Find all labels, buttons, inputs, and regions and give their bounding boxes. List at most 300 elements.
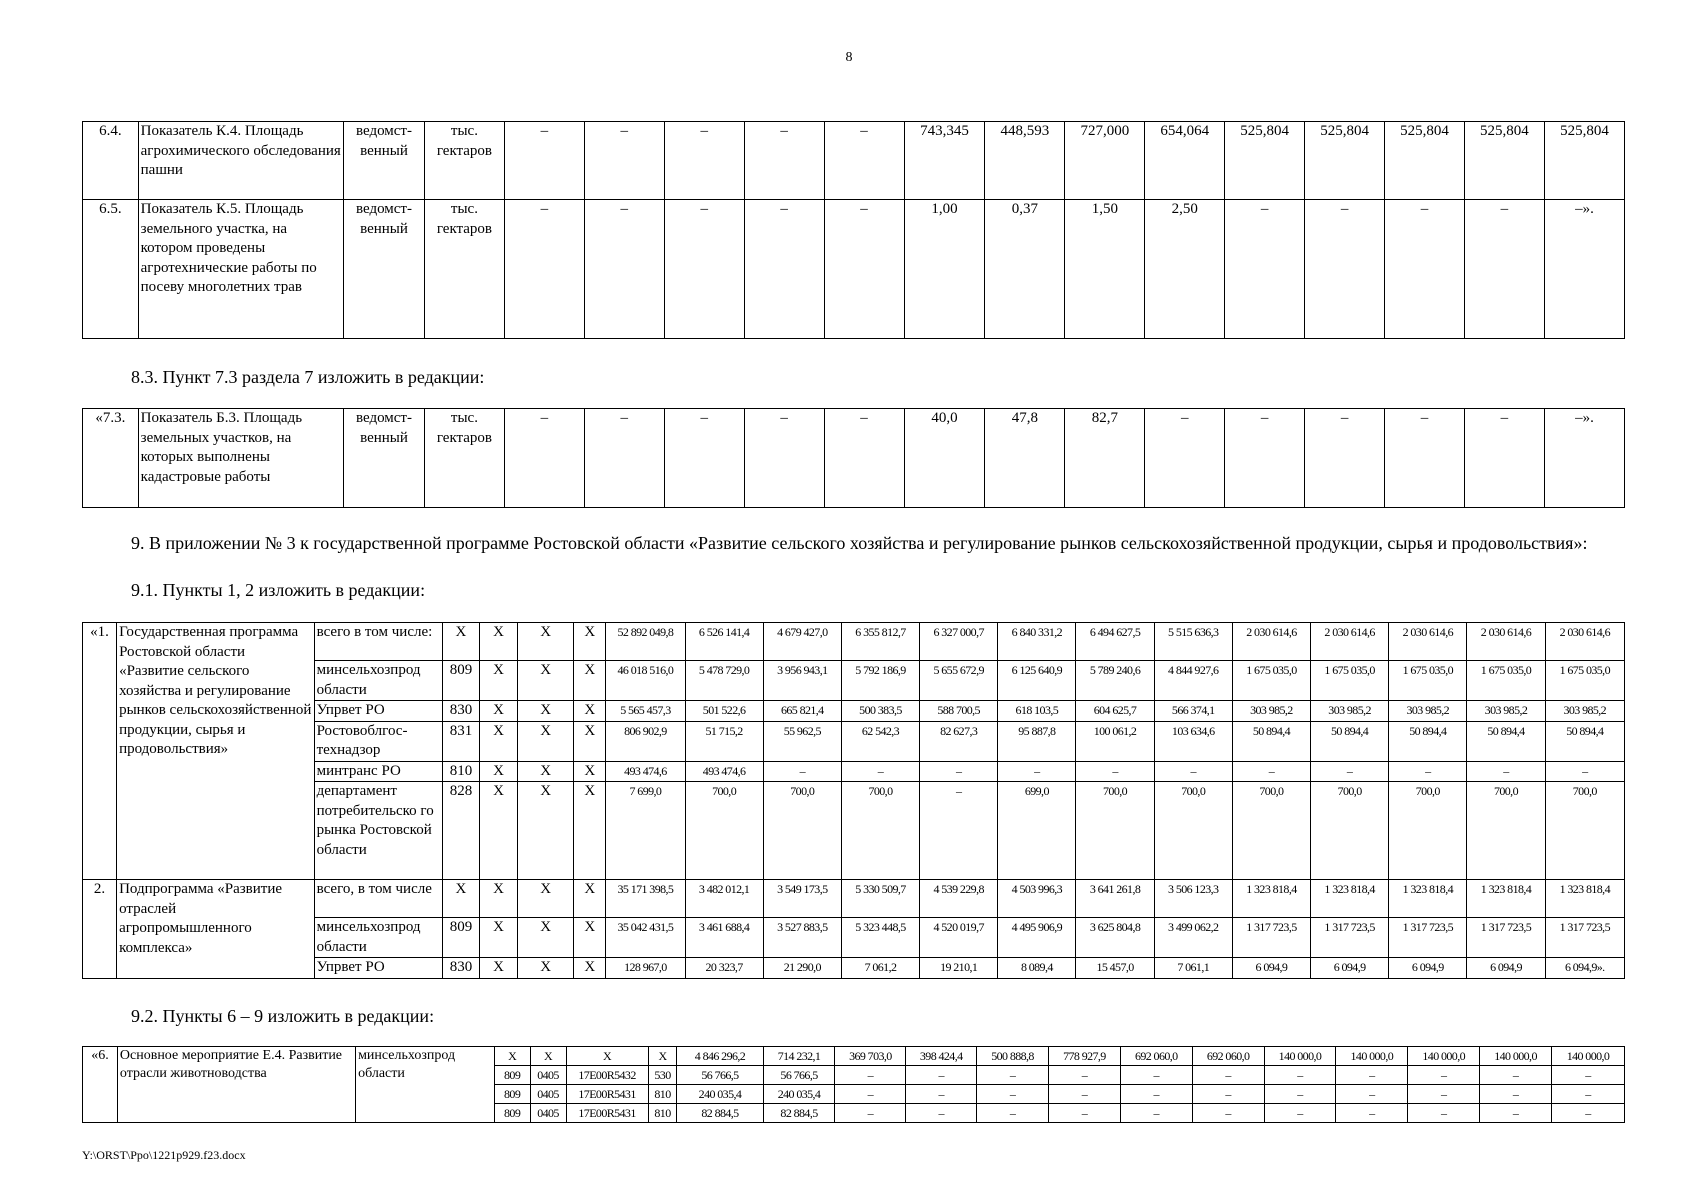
- grbs-code: 828: [442, 782, 479, 880]
- finance-value: 1 323 818,4: [1389, 880, 1467, 918]
- finance-value: 618 103,5: [998, 701, 1076, 722]
- finance-value: 1 317 723,5: [1311, 918, 1389, 958]
- finance-value: –: [1408, 1104, 1480, 1123]
- indicator-value: –: [1305, 409, 1385, 508]
- finance-value: 7 699,0: [606, 782, 685, 880]
- indicator-value: 525,804: [1305, 122, 1385, 200]
- finance-row: [83, 918, 1625, 958]
- finance-value: 700,0: [685, 782, 763, 880]
- finance-value: 6 094,9: [1389, 958, 1467, 979]
- indicator-value: –: [1385, 409, 1465, 508]
- finance-value: 8 089,4: [998, 958, 1076, 979]
- indicator-value: 40,0: [904, 409, 985, 508]
- grbs-code: 831: [442, 721, 479, 761]
- finance-value: –: [1048, 1066, 1120, 1085]
- indicator-type: ведомст-венный: [344, 122, 425, 200]
- finance-value: 3 506 123,3: [1154, 880, 1232, 918]
- finance-value: 140 000,0: [1264, 1047, 1336, 1066]
- budget-code: Х: [574, 701, 606, 722]
- finance-value: 501 522,6: [685, 701, 763, 722]
- finance-value: –: [763, 761, 841, 782]
- finance-row: [83, 958, 1625, 979]
- executor: минсельхозпрод области: [314, 918, 442, 958]
- executor: минсельхозпрод области: [314, 661, 442, 701]
- finance-value: 6 094,9: [1467, 958, 1545, 979]
- finance-value: 665 821,4: [763, 701, 841, 722]
- finance-value: 62 542,3: [841, 721, 919, 761]
- finance-value: 566 374,1: [1154, 701, 1232, 722]
- row-number: «7.3.: [83, 409, 139, 508]
- budget-code: Х: [574, 721, 606, 761]
- finance-value: 604 625,7: [1076, 701, 1154, 722]
- finance-value: 4 844 927,6: [1154, 661, 1232, 701]
- finance-value: 700,0: [1467, 782, 1545, 880]
- finance-value: 7 061,1: [1154, 958, 1232, 979]
- grbs-code: Х: [442, 623, 479, 661]
- finance-value: –: [1048, 1104, 1120, 1123]
- finance-value: 50 894,4: [1389, 721, 1467, 761]
- finance-value: 3 527 883,5: [763, 918, 841, 958]
- finance-value: 699,0: [998, 782, 1076, 880]
- executor: всего, в том числе: [314, 880, 442, 918]
- finance-value: 303 985,2: [1467, 701, 1545, 722]
- budget-code: Х: [518, 782, 574, 880]
- indicator-value: –: [1464, 409, 1544, 508]
- finance-value: 700,0: [1545, 782, 1624, 880]
- finance-value: 700,0: [1076, 782, 1154, 880]
- finance-value: 1 323 818,4: [1545, 880, 1624, 918]
- program-name: Подпрограмма «Развитие отраслей агропромышленного комплекса»: [117, 880, 315, 979]
- budget-code: Х: [574, 661, 606, 701]
- indicator-value: –: [1385, 200, 1465, 339]
- page-number: 8: [845, 50, 853, 65]
- finance-value: 1 323 818,4: [1232, 880, 1310, 918]
- grbs-code: Х: [494, 1047, 530, 1066]
- finance-value: 303 985,2: [1389, 701, 1467, 722]
- finance-value: 1 675 035,0: [1467, 661, 1545, 701]
- finance-value: 19 210,1: [920, 958, 998, 979]
- finance-value: –: [1192, 1066, 1264, 1085]
- vr-code: 530: [648, 1066, 677, 1085]
- budget-code: Х: [574, 761, 606, 782]
- indicator-type: ведомст-венный: [344, 200, 425, 339]
- indicators-table-k: [82, 121, 1625, 339]
- finance-value: 2 030 614,6: [1467, 623, 1545, 661]
- finance-value: 56 766,5: [763, 1066, 835, 1085]
- finance-value: 588 700,5: [920, 701, 998, 722]
- finance-value: 140 000,0: [1551, 1047, 1624, 1066]
- finance-value: –: [920, 782, 998, 880]
- indicator-row: [83, 200, 1625, 339]
- finance-table-9-1: [82, 622, 1625, 979]
- finance-value: 4 679 427,0: [763, 623, 841, 661]
- budget-code: Х: [574, 623, 606, 661]
- csr-code: 17Е00R5431: [566, 1104, 648, 1123]
- finance-value: 1 323 818,4: [1467, 880, 1545, 918]
- budget-code: Х: [480, 958, 518, 979]
- finance-value: –: [841, 761, 919, 782]
- finance-value: –: [1551, 1066, 1624, 1085]
- indicator-value: –: [824, 200, 904, 339]
- csr-code: 17Е00R5431: [566, 1085, 648, 1104]
- finance-value: –: [1336, 1085, 1408, 1104]
- indicator-name: Показатель К.4. Площадь агрохимического обследования пашни: [138, 122, 343, 200]
- finance-value: 692 060,0: [1192, 1047, 1264, 1066]
- finance-value: 700,0: [1232, 782, 1310, 880]
- finance-value: –: [1480, 1104, 1552, 1123]
- finance-value: 700,0: [841, 782, 919, 880]
- indicator-value: –: [584, 122, 664, 200]
- finance-value: 3 461 688,4: [685, 918, 763, 958]
- indicator-value: 525,804: [1544, 122, 1624, 200]
- finance-value: 103 634,6: [1154, 721, 1232, 761]
- finance-value: 7 061,2: [841, 958, 919, 979]
- finance-value: 3 956 943,1: [763, 661, 841, 701]
- finance-value: 2 030 614,6: [1311, 623, 1389, 661]
- paragraph-9-text: 9. В приложении № 3 к государственной программе Ростовской области «Развитие сельского хозяйства и регулирование рынков сельскохозяйственной продукции, сырья и продовольствия»:: [131, 533, 1588, 553]
- indicator-value: –: [1464, 200, 1544, 339]
- finance-value: 4 495 906,9: [998, 918, 1076, 958]
- executor: минтранс РО: [314, 761, 442, 782]
- finance-value: 3 625 804,8: [1076, 918, 1154, 958]
- finance-value: –: [1311, 761, 1389, 782]
- finance-value: –: [906, 1066, 977, 1085]
- finance-row: [83, 880, 1625, 918]
- budget-code: Х: [480, 623, 518, 661]
- finance-value: –: [1336, 1066, 1408, 1085]
- file-path-footer: Y:\ORST\Ppo\1221p929.f23.docx: [82, 1148, 246, 1162]
- indicator-value: –: [1145, 409, 1225, 508]
- finance-row: [83, 721, 1625, 761]
- finance-value: 3 482 012,1: [685, 880, 763, 918]
- finance-value: 778 927,9: [1048, 1047, 1120, 1066]
- finance-table-9-2: [82, 1046, 1625, 1123]
- finance-value: 5 792 186,9: [841, 661, 919, 701]
- executor: всего в том числе:: [314, 623, 442, 661]
- indicator-value: 1,50: [1065, 200, 1145, 339]
- indicator-row: [83, 409, 1625, 508]
- finance-value: 1 317 723,5: [1545, 918, 1624, 958]
- finance-value: 303 985,2: [1311, 701, 1389, 722]
- indicator-value: 0,37: [985, 200, 1065, 339]
- finance-value: 500 888,8: [977, 1047, 1049, 1066]
- finance-value: 6 840 331,2: [998, 623, 1076, 661]
- finance-value: 6 494 627,5: [1076, 623, 1154, 661]
- finance-value: 1 675 035,0: [1232, 661, 1310, 701]
- executor: Упрвет РО: [314, 701, 442, 722]
- finance-value: 5 655 672,9: [920, 661, 998, 701]
- indicator-value: –: [504, 409, 584, 508]
- finance-value: 5 789 240,6: [1076, 661, 1154, 701]
- row-number: 6.5.: [83, 200, 139, 339]
- finance-value: 714 232,1: [763, 1047, 835, 1066]
- finance-value: –: [1408, 1066, 1480, 1085]
- finance-value: –: [1551, 1085, 1624, 1104]
- grbs-code: 809: [442, 661, 479, 701]
- finance-value: –: [1545, 761, 1624, 782]
- finance-value: 56 766,5: [677, 1066, 763, 1085]
- indicator-value: 1,00: [904, 200, 985, 339]
- grbs-code: 810: [442, 761, 479, 782]
- finance-value: 2 030 614,6: [1389, 623, 1467, 661]
- indicator-value: –: [504, 122, 584, 200]
- finance-value: –: [1232, 761, 1310, 782]
- paragraph-8-3: 8.3. Пункт 7.3 раздела 7 изложить в редакции:: [131, 367, 485, 387]
- finance-value: –: [835, 1066, 906, 1085]
- finance-value: 50 894,4: [1232, 721, 1310, 761]
- indicator-value: –: [664, 122, 744, 200]
- budget-code: Х: [518, 958, 574, 979]
- finance-value: 52 892 049,8: [606, 623, 685, 661]
- finance-value: 4 503 996,3: [998, 880, 1076, 918]
- finance-row: [83, 1047, 1625, 1066]
- paragraph-9-1: 9.1. Пункты 1, 2 изложить в редакции:: [131, 580, 426, 600]
- finance-value: 493 474,6: [685, 761, 763, 782]
- indicator-value: 525,804: [1464, 122, 1544, 200]
- indicator-value: –: [664, 409, 744, 508]
- indicator-value: 525,804: [1385, 122, 1465, 200]
- finance-value: 6 327 000,7: [920, 623, 998, 661]
- budget-code: Х: [574, 782, 606, 880]
- finance-value: 5 478 729,0: [685, 661, 763, 701]
- finance-value: 1 675 035,0: [1389, 661, 1467, 701]
- csr-code: 17Е00R5432: [566, 1066, 648, 1085]
- indicator-value: –: [1225, 409, 1305, 508]
- finance-value: 493 474,6: [606, 761, 685, 782]
- finance-value: 35 171 398,5: [606, 880, 685, 918]
- indicator-value: –: [744, 409, 824, 508]
- indicator-value: –: [1225, 200, 1305, 339]
- budget-code: Х: [480, 761, 518, 782]
- indicator-value: 2,50: [1145, 200, 1225, 339]
- rzpr-code: 0405: [530, 1104, 566, 1123]
- indicator-value: –».: [1544, 409, 1624, 508]
- finance-value: 303 985,2: [1232, 701, 1310, 722]
- activity-name: Основное мероприятие Е.4. Развитие отрасли животноводства: [117, 1047, 355, 1123]
- indicator-value: –: [744, 200, 824, 339]
- finance-value: –: [1120, 1066, 1192, 1085]
- finance-value: 1 675 035,0: [1311, 661, 1389, 701]
- vr-code: Х: [648, 1047, 677, 1066]
- finance-value: 5 565 457,3: [606, 701, 685, 722]
- budget-code: Х: [480, 782, 518, 880]
- indicator-value: 525,804: [1225, 122, 1305, 200]
- finance-value: 95 887,8: [998, 721, 1076, 761]
- indicator-value: –: [1305, 200, 1385, 339]
- budget-code: Х: [518, 701, 574, 722]
- finance-value: 82 884,5: [763, 1104, 835, 1123]
- executor: Ростовоблгос-технадзор: [314, 721, 442, 761]
- indicator-value: –: [824, 409, 904, 508]
- indicator-value: –: [824, 122, 904, 200]
- grbs-code: 809: [442, 918, 479, 958]
- budget-code: Х: [518, 880, 574, 918]
- grbs-code: 830: [442, 701, 479, 722]
- indicator-value: 743,345: [904, 122, 985, 200]
- indicator-value: –: [744, 122, 824, 200]
- finance-value: –: [977, 1085, 1049, 1104]
- finance-row: [83, 623, 1625, 661]
- finance-value: –: [1480, 1066, 1552, 1085]
- finance-value: 500 383,5: [841, 701, 919, 722]
- executor: департамент потребительско го рынка Ростовской области: [314, 782, 442, 880]
- finance-value: 700,0: [763, 782, 841, 880]
- budget-code: Х: [480, 701, 518, 722]
- finance-value: 1 317 723,5: [1232, 918, 1310, 958]
- finance-value: 2 030 614,6: [1232, 623, 1310, 661]
- finance-value: –: [920, 761, 998, 782]
- budget-code: Х: [518, 623, 574, 661]
- finance-value: –: [835, 1104, 906, 1123]
- finance-value: 50 894,4: [1467, 721, 1545, 761]
- finance-value: 240 035,4: [763, 1085, 835, 1104]
- finance-value: 4 539 229,8: [920, 880, 998, 918]
- finance-value: 51 715,2: [685, 721, 763, 761]
- finance-value: 55 962,5: [763, 721, 841, 761]
- indicator-value: –: [584, 409, 664, 508]
- finance-value: 2 030 614,6: [1545, 623, 1624, 661]
- indicator-unit: тыс. гектаров: [424, 122, 504, 200]
- budget-code: Х: [574, 958, 606, 979]
- indicator-value: 82,7: [1065, 409, 1145, 508]
- finance-value: 82 884,5: [677, 1104, 763, 1123]
- finance-value: 3 499 062,2: [1154, 918, 1232, 958]
- indicators-table-b: [82, 408, 1625, 508]
- row-number: «1.: [83, 623, 117, 880]
- finance-value: –: [1551, 1104, 1624, 1123]
- budget-code: Х: [518, 918, 574, 958]
- finance-value: 700,0: [1389, 782, 1467, 880]
- finance-value: 4 520 019,7: [920, 918, 998, 958]
- finance-value: –: [1264, 1066, 1336, 1085]
- finance-value: 21 290,0: [763, 958, 841, 979]
- finance-value: 1 323 818,4: [1311, 880, 1389, 918]
- finance-value: –: [1480, 1085, 1552, 1104]
- finance-value: 6 094,9».: [1545, 958, 1624, 979]
- finance-value: –: [835, 1085, 906, 1104]
- paragraph-9: [82, 532, 1625, 554]
- grbs-code: 830: [442, 958, 479, 979]
- finance-value: 5 515 636,3: [1154, 623, 1232, 661]
- finance-value: –: [1264, 1104, 1336, 1123]
- vr-code: 810: [648, 1104, 677, 1123]
- finance-value: 140 000,0: [1480, 1047, 1552, 1066]
- indicator-value: –: [504, 200, 584, 339]
- finance-value: 240 035,4: [677, 1085, 763, 1104]
- rzpr-code: Х: [530, 1047, 566, 1066]
- indicator-row: [83, 122, 1625, 200]
- finance-value: –: [1192, 1104, 1264, 1123]
- grbs-code: 809: [494, 1066, 530, 1085]
- finance-value: 6 355 812,7: [841, 623, 919, 661]
- indicator-type: ведомст-венный: [344, 409, 425, 508]
- row-number: «6.: [83, 1047, 118, 1123]
- budget-code: Х: [574, 918, 606, 958]
- finance-value: 6 094,9: [1311, 958, 1389, 979]
- finance-value: 4 846 296,2: [677, 1047, 763, 1066]
- finance-row: [83, 782, 1625, 880]
- finance-value: 128 967,0: [606, 958, 685, 979]
- finance-value: –: [1192, 1085, 1264, 1104]
- finance-value: –: [998, 761, 1076, 782]
- finance-value: 700,0: [1311, 782, 1389, 880]
- finance-value: 35 042 431,5: [606, 918, 685, 958]
- finance-value: –: [1467, 761, 1545, 782]
- finance-value: 6 125 640,9: [998, 661, 1076, 701]
- budget-code: Х: [480, 721, 518, 761]
- vr-code: 810: [648, 1085, 677, 1104]
- finance-value: –: [1264, 1085, 1336, 1104]
- finance-value: 1 317 723,5: [1389, 918, 1467, 958]
- finance-value: –: [906, 1104, 977, 1123]
- indicator-value: –».: [1544, 200, 1624, 339]
- finance-value: 46 018 516,0: [606, 661, 685, 701]
- csr-code: Х: [566, 1047, 648, 1066]
- budget-code: Х: [518, 661, 574, 701]
- finance-value: –: [977, 1066, 1049, 1085]
- finance-value: 140 000,0: [1336, 1047, 1408, 1066]
- budget-code: Х: [574, 880, 606, 918]
- finance-value: 50 894,4: [1311, 721, 1389, 761]
- finance-row: [83, 661, 1625, 701]
- finance-value: 82 627,3: [920, 721, 998, 761]
- finance-value: –: [977, 1104, 1049, 1123]
- indicator-value: 654,064: [1145, 122, 1225, 200]
- grbs-code: Х: [442, 880, 479, 918]
- indicator-unit: тыс. гектаров: [424, 200, 504, 339]
- finance-value: 1 317 723,5: [1467, 918, 1545, 958]
- finance-value: 50 894,4: [1545, 721, 1624, 761]
- budget-code: Х: [518, 761, 574, 782]
- finance-value: 692 060,0: [1120, 1047, 1192, 1066]
- finance-value: –: [1336, 1104, 1408, 1123]
- finance-value: 3 641 261,8: [1076, 880, 1154, 918]
- finance-value: 303 985,2: [1545, 701, 1624, 722]
- finance-value: –: [906, 1085, 977, 1104]
- finance-value: 5 330 509,7: [841, 880, 919, 918]
- row-number: 2.: [83, 880, 117, 979]
- budget-code: Х: [480, 661, 518, 701]
- finance-value: 6 526 141,4: [685, 623, 763, 661]
- finance-value: –: [1154, 761, 1232, 782]
- indicator-value: –: [664, 200, 744, 339]
- budget-code: Х: [480, 880, 518, 918]
- indicator-name: Показатель Б.3. Площадь земельных участков, на которых выполнены кадастровые работы: [138, 409, 343, 508]
- finance-value: 100 061,2: [1076, 721, 1154, 761]
- indicator-unit: тыс. гектаров: [424, 409, 504, 508]
- finance-value: 398 424,4: [906, 1047, 977, 1066]
- finance-value: 20 323,7: [685, 958, 763, 979]
- indicator-name: Показатель К.5. Площадь земельного участка, на котором проведены агротехнические работы по посеву многолетних трав: [138, 200, 343, 339]
- rzpr-code: 0405: [530, 1066, 566, 1085]
- executor: Упрвет РО: [314, 958, 442, 979]
- indicator-value: 727,000: [1065, 122, 1145, 200]
- row-number: 6.4.: [83, 122, 139, 200]
- finance-value: 140 000,0: [1408, 1047, 1480, 1066]
- finance-value: –: [1120, 1085, 1192, 1104]
- indicator-value: 448,593: [985, 122, 1065, 200]
- finance-value: –: [1076, 761, 1154, 782]
- finance-value: –: [1048, 1085, 1120, 1104]
- grbs-code: 809: [494, 1085, 530, 1104]
- finance-value: 3 549 173,5: [763, 880, 841, 918]
- finance-value: 369 703,0: [835, 1047, 906, 1066]
- finance-value: 1 675 035,0: [1545, 661, 1624, 701]
- finance-value: 6 094,9: [1232, 958, 1310, 979]
- finance-value: 806 902,9: [606, 721, 685, 761]
- finance-value: –: [1389, 761, 1467, 782]
- finance-value: –: [1408, 1085, 1480, 1104]
